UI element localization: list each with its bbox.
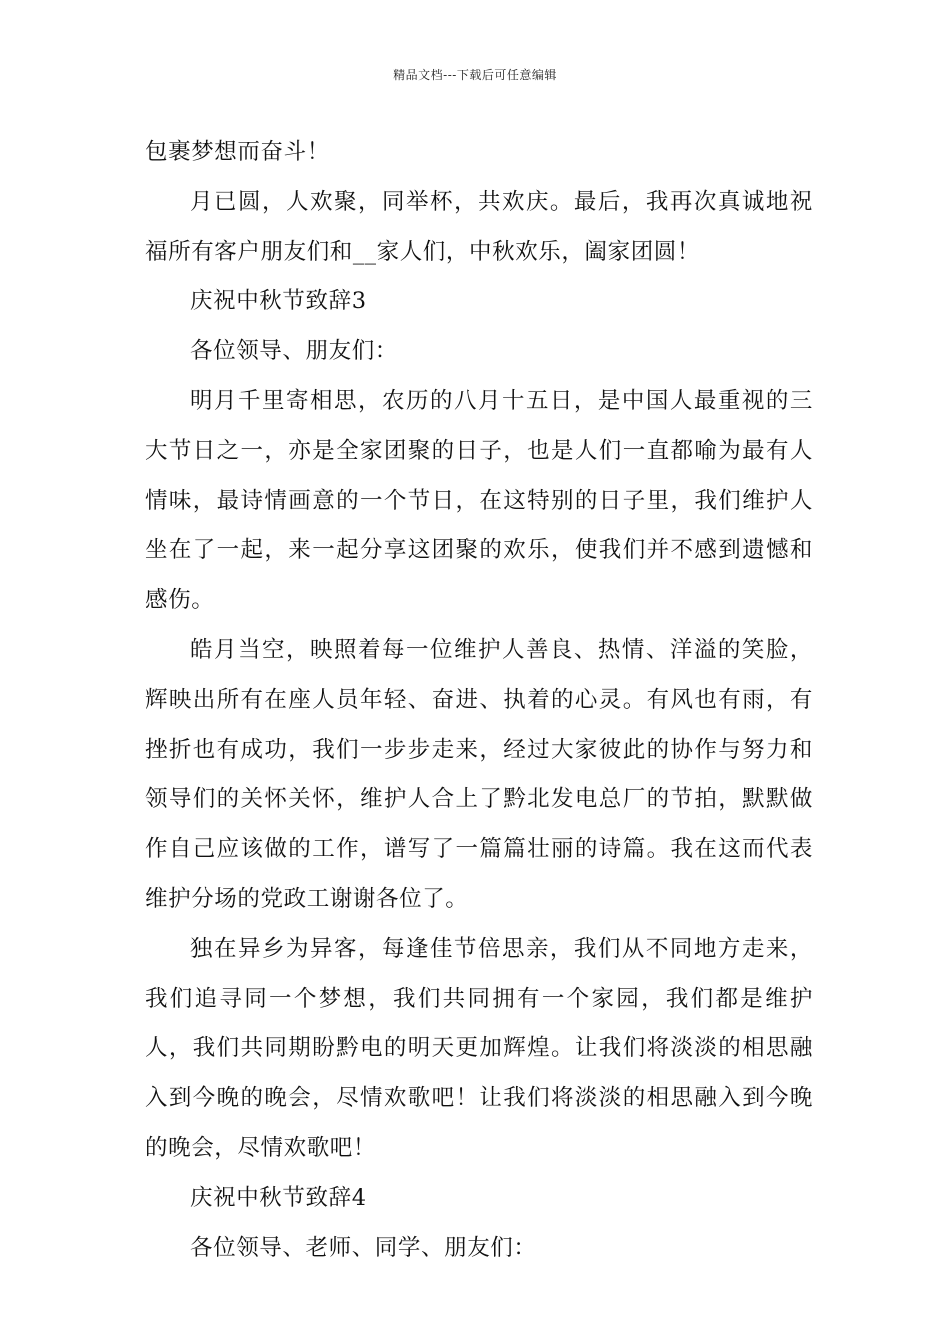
salutation: 各位领导、老师、同学、朋友们： — [190, 1234, 537, 1261]
salutation: 各位领导、朋友们： — [190, 338, 398, 365]
document-body — [145, 128, 813, 1273]
section-heading: 庆祝中秋节致辞4 — [190, 1184, 367, 1211]
paragraph: 独在异乡为异客，每逢佳节倍思亲，我们从不同地方走来，我们追寻同一个梦想，我们共同拥有一个家园，我们都是维护人，我们共同期盼黔电的明天更加辉煌。让我们将淡淡的相思融入到今晚的晚会，尽情欢歌吧！让我们将淡淡的相思融入到今晚的晚会，尽情欢歌吧！ — [145, 935, 813, 1161]
paragraph: 明月千里寄相思，农历的八月十五日，是中国人最重视的三大节日之一，亦是全家团聚的日子，也是人们一直都喻为最有人情味，最诗情画意的一个节日，在这特别的日子里，我们维护人坐在了一起，来一起分享这团聚的欢乐，使我们并不感到遗憾和感伤。 — [145, 387, 813, 614]
paragraph: 包裹梦想而奋斗！ — [145, 139, 330, 165]
paragraph: 皓月当空，映照着每一位维护人善良、热情、洋溢的笑脸，辉映出所有在座人员年轻、奋进、执着的心灵。有风也有雨，有挫折也有成功，我们一步步走来，经过大家彼此的协作与努力和领导们的关怀关怀，维护人合上了黔北发电总厂的节拍，默默做作自己应该做的工作，谱写了一篇篇壮丽的诗篇。我在这而代表维护分场的党政工谢谢各位了。 — [145, 636, 813, 912]
section-heading: 庆祝中秋节致辞3 — [190, 288, 367, 315]
paragraph: 月已圆，人欢聚，同举杯，共欢庆。最后，我再次真诚地祝福所有客户朋友们和__家人们，中秋欢乐，阖家团圆！ — [145, 188, 813, 265]
page-header: 精品文档---下载后可任意编辑 — [393, 68, 557, 82]
